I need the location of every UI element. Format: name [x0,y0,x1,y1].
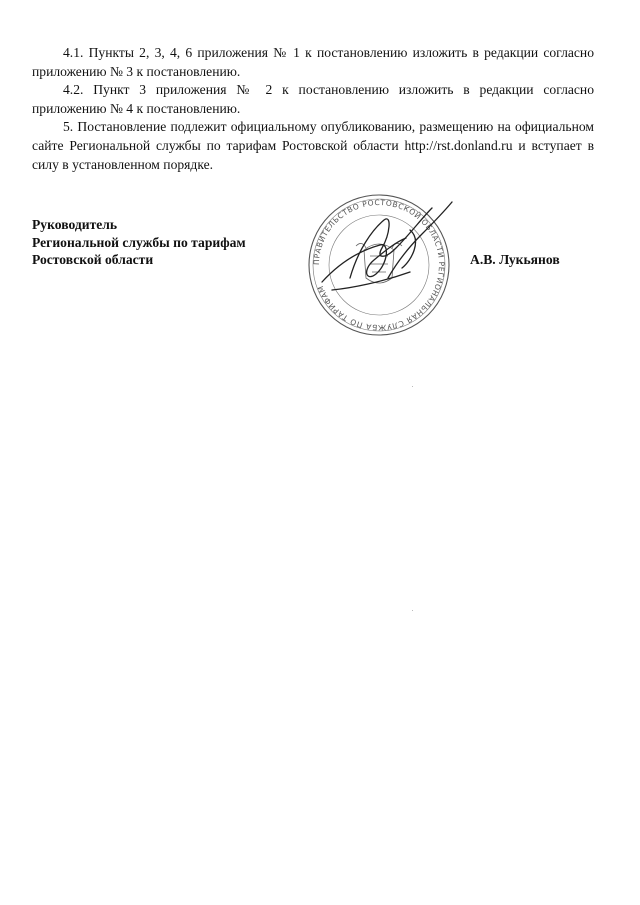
scan-speck [412,386,413,387]
document-body [32,44,594,174]
signatory-position [32,216,282,269]
paragraph-5: 5. Постановление подлежит официальному опубликованию, размещению на официальном сайте Региональной службы по тарифам Ростовской области http://rst.donland.ru и вступает в силу в установленном порядке. [32,119,594,172]
position-line-3: Ростовской области [32,252,154,268]
scan-speck [412,610,413,611]
position-line-2: Региональной службы по тарифам [32,234,246,250]
position-line-1: Руководитель [32,217,118,232]
paragraph-4-1: 4.1. Пункты 2, 3, 4, 6 приложения № 1 к постановлению изложить в редакции согласно приложению № 3 к постановлению. [32,45,594,79]
signatory-name: А.В. Лукьянов [470,252,560,267]
seal-center-ring [329,215,429,315]
seal-outer-ring [309,195,449,335]
seal-ring-text: ПРАВИТЕЛЬСТВО РОСТОВСКОЙ ОБЛАСТИ РЕГИОНАЛЬНАЯ СЛУЖБА ПО ТАРИФАМ [311,197,447,333]
official-seal-stamp [292,190,467,350]
paragraph-4-2: 4.2. Пункт 3 приложения № 2 к постановлению изложить в редакции согласно приложению № 4 к постановлению. [32,82,594,116]
